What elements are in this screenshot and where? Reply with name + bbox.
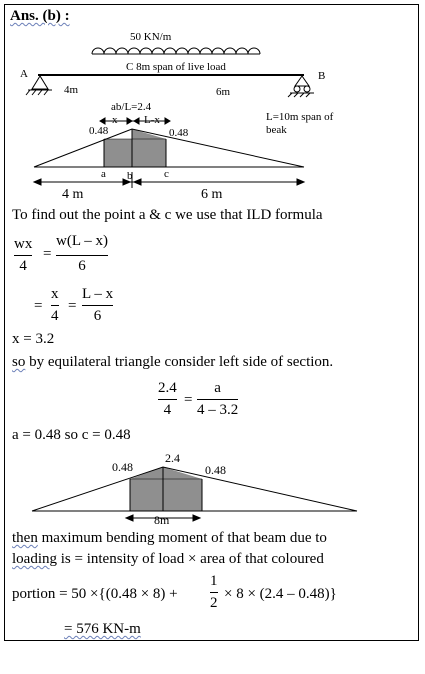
fig2-ordinate-left: 0.48 (112, 460, 133, 474)
shaded-area-left (104, 139, 132, 167)
answer-label: Ans. (b) : (10, 8, 70, 24)
eq2-rhs-num: L – x (82, 286, 114, 302)
half-den: 2 (210, 595, 218, 611)
dim-right-label: 6 m (201, 187, 223, 202)
ratio-label: ab/L=2.4 (111, 101, 152, 113)
point-b-label: B (318, 70, 326, 82)
ordinate-right-label: 0.48 (169, 127, 189, 139)
eq1-lhs-fraction (14, 236, 32, 275)
loading-text: loading is = intensity of load × area of that coloured (12, 551, 324, 567)
point-c-small: c (164, 168, 169, 180)
result-text: = 576 KN-m (64, 621, 141, 637)
beam (38, 74, 304, 76)
eq3-lhs-fraction (158, 380, 177, 419)
max-moment-text: then maximum bending moment of that beam due to (12, 530, 327, 546)
point-a-small: a (101, 168, 106, 180)
eq1-rhs-num: w(L – x) (56, 233, 108, 249)
left-span-label: 4m (64, 84, 79, 96)
eq2-rhs-den: 6 (93, 308, 102, 324)
eq1-lhs-num: wx (14, 236, 33, 252)
fig2-span-label: 8m (154, 513, 170, 527)
shaded-area-2 (130, 479, 202, 511)
eq3-equals: = (184, 392, 193, 408)
roller-support-b (288, 76, 314, 97)
ordinate-left-label: 0.48 (89, 125, 109, 137)
point-c-label: C 8m span of live load (126, 61, 226, 73)
fig2-ordinate-right: 0.48 (205, 463, 226, 477)
eq3-lhs-num: 2.4 (158, 380, 177, 396)
eq2-equals-lead: = (34, 298, 43, 314)
load-label: 50 KN/m (130, 31, 172, 43)
find-points-text: To find out the point a & c we use that ILD formula (12, 207, 323, 223)
lx-label: L-x (144, 114, 160, 126)
fig2-ordinate-peak: 2.4 (165, 451, 180, 465)
x-value-text: x = 3.2 (12, 331, 55, 347)
half-num: 1 (210, 573, 218, 589)
span-note-line1: L=10m span of (266, 111, 334, 123)
udl-load-symbol (92, 48, 260, 54)
portion-tail: × 8 × (2.4 – 0.48)} (224, 586, 337, 602)
right-span-label: 6m (216, 86, 231, 98)
eq3-lhs-den: 4 (163, 402, 172, 418)
eq2-lhs-den: 4 (51, 308, 59, 324)
eq2-lhs-fraction (51, 286, 59, 325)
eq3-rhs-den: 4 – 3.2 (197, 402, 239, 418)
shaded-area-right (132, 129, 166, 167)
half-fraction (210, 573, 218, 612)
pin-support-a (26, 76, 52, 95)
eq1-rhs-fraction (56, 233, 108, 275)
eq3-rhs-num: a (214, 380, 221, 396)
point-b-small: b (127, 170, 133, 182)
span-note-line2: beak (266, 124, 287, 136)
eq2-rhs-fraction (82, 286, 113, 325)
dim-left-label: 4 m (62, 187, 84, 202)
portion-expression: portion = 50 ×{(0.48 × 8) + (12, 586, 178, 602)
eq1-equals: = (43, 246, 52, 262)
equilateral-text: so by equilateral triangle consider left side of section. (12, 354, 334, 370)
eq2-lhs-num: x (51, 286, 59, 302)
eq2-equals: = (68, 298, 77, 314)
eq1-lhs-den: 4 (19, 258, 27, 274)
eq3-rhs-fraction (197, 380, 238, 419)
x-label: x (112, 114, 118, 126)
a-value-text: a = 0.48 so c = 0.48 (12, 427, 131, 443)
point-a-label: A (20, 68, 28, 80)
eq1-rhs-den: 6 (78, 258, 86, 274)
